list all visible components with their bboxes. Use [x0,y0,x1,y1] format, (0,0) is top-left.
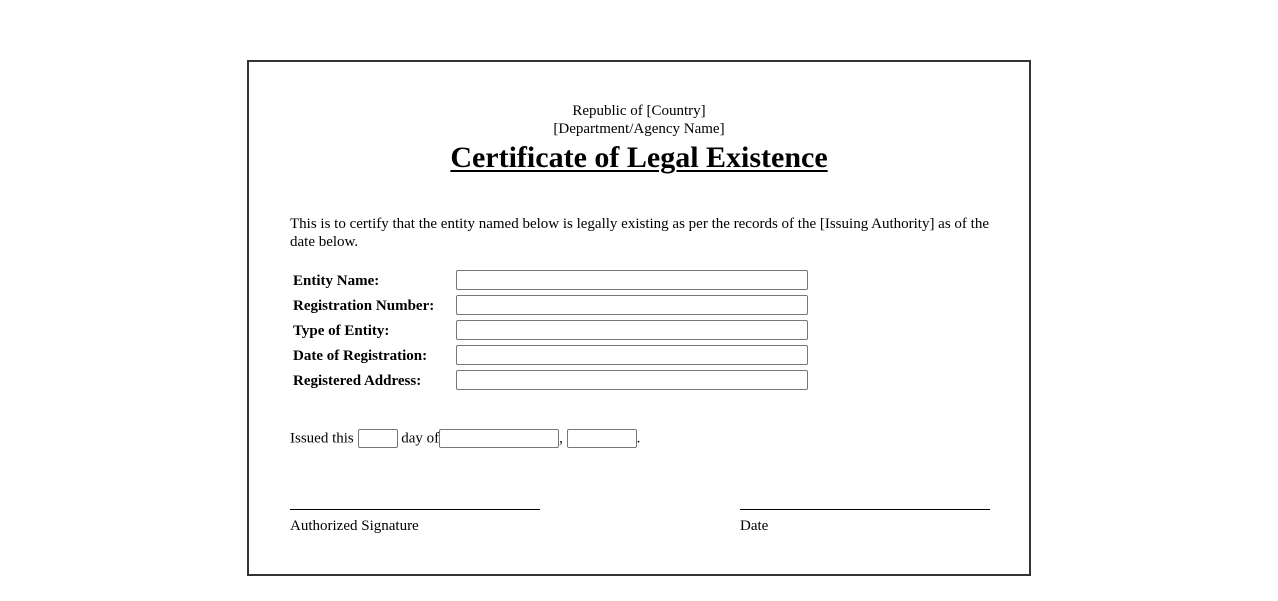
certificate-title-text: Certificate of Legal Existence [450,141,828,174]
certificate-title [249,138,1029,178]
issued-this-text: Issued this [290,430,354,447]
issued-day-input[interactable] [358,429,398,448]
registered-address-label: Registered Address: [293,373,422,389]
department-heading: [Department/Agency Name] [553,121,725,137]
registration-number-label: Registration Number: [293,298,435,314]
comma-text: , [559,430,563,447]
certification-statement: This is to certify that the entity named below is legally existing as per the records of the [Issuing Authority] as of the date below. [290,216,990,250]
day-of-text: day of [401,430,440,447]
date-signature-label: Date [740,518,769,534]
issued-date-line [290,428,640,449]
authorized-signature-label: Authorized Signature [290,518,419,534]
issued-month-input[interactable] [439,429,559,448]
country-heading: Republic of [Country] [572,103,706,119]
certificate-document [247,60,1031,576]
registration-number-input[interactable] [456,295,808,315]
issued-year-input[interactable] [567,429,637,448]
entity-name-input[interactable] [456,270,808,290]
authorized-signature-line [290,509,540,510]
registered-address-input[interactable] [456,370,808,390]
entity-name-label: Entity Name: [293,273,380,289]
date-signature-line [740,509,990,510]
period-text: . [636,430,641,447]
date-of-registration-label: Date of Registration: [293,348,428,364]
date-of-registration-input[interactable] [456,345,808,365]
type-of-entity-label: Type of Entity: [293,323,390,339]
type-of-entity-input[interactable] [456,320,808,340]
